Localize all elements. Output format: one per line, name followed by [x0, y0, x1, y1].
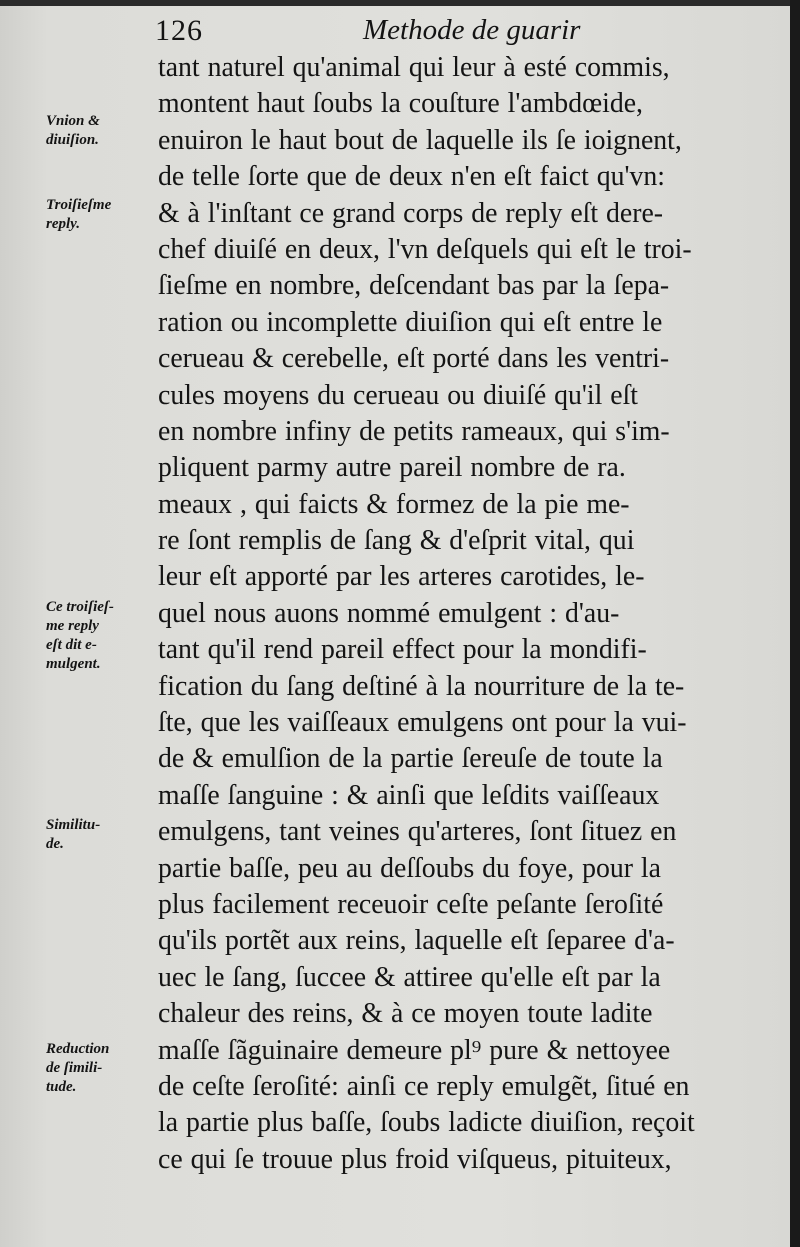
- margin-note-similitude: [46, 816, 156, 854]
- text-line: ce qui ſe trouue plus froid viſqueus, pituiteux,: [158, 1143, 672, 1175]
- text-line: uec le ſang, ſuccee & attiree qu'elle eſt par la: [158, 961, 661, 993]
- text-line: quel nous auons nommé emulgent : d'au-: [158, 597, 620, 629]
- text-line: ſieſme en nombre, deſcendant bas par la ſepa-: [158, 270, 670, 302]
- text-line: ration ou incomplette diuiſion qui eſt entre le: [158, 306, 663, 338]
- page-number: 126: [155, 14, 203, 47]
- margin-note-line: Vnion &: [46, 113, 100, 129]
- text-line: cerueau & cerebelle, eſt porté dans les ventri-: [158, 343, 670, 375]
- body-text: [158, 50, 758, 1178]
- text-line: partie baſſe, peu au deſſoubs du foye, pour la: [158, 852, 661, 884]
- text-line: maſſe ſanguine : & ainſi que leſdits vaiſſeaux: [158, 779, 660, 811]
- text-line: leur eſt apporté par les arteres carotides, le-: [158, 561, 645, 593]
- text-line: meaux , qui faicts & formez de la pie me-: [158, 488, 630, 520]
- margin-note-line: mulgent.: [46, 656, 101, 672]
- text-line: fication du ſang deſtiné à la nourriture de la te-: [158, 670, 685, 702]
- text-line: chef diuiſé en deux, l'vn deſquels qui eſt le troi-: [158, 233, 692, 265]
- margin-note-union: [46, 112, 156, 150]
- text-line: de & emulſion de la partie ſereuſe de toute la: [158, 743, 663, 775]
- text-line: ſte, que les vaiſſeaux emulgens ont pour la vui-: [158, 707, 687, 739]
- text-line: de ceſte ſeroſité: ainſi ce reply emulgẽt, ſitué en: [158, 1070, 690, 1102]
- page-right-edge: [790, 0, 800, 1247]
- text-line: & à l'inſtant ce grand corps de reply eſt dere-: [158, 197, 664, 229]
- margin-note-third-fold: [46, 196, 156, 234]
- margin-note-line: me reply: [46, 618, 99, 634]
- margin-note-line: diuiſion.: [46, 132, 99, 148]
- margin-note-line: reply.: [46, 216, 81, 232]
- text-line: en nombre infiny de petits rameaux, qui s'im-: [158, 415, 670, 447]
- text-line: plus facilement receuoir ceſte peſante ſeroſité: [158, 888, 664, 920]
- margin-note-reduction: [46, 1040, 156, 1097]
- text-line: pliquent parmy autre pareil nombre de ra.: [158, 452, 626, 484]
- margin-note-line: eſt dit e-: [46, 637, 97, 653]
- text-line: re ſont remplis de ſang & d'eſprit vital, qui: [158, 525, 635, 557]
- page-header: [155, 14, 595, 50]
- margin-note-line: de.: [46, 836, 64, 852]
- text-line: qu'ils portẽt aux reins, laquelle eſt ſeparee d'a-: [158, 925, 675, 957]
- text-line: tant qu'il rend pareil effect pour la mondifi-: [158, 634, 647, 666]
- margin-note-line: Reduction: [46, 1041, 110, 1057]
- margin-note-line: de ſimili-: [46, 1060, 103, 1076]
- text-line: maſſe ſãguinaire demeure pl⁹ pure & nettoyee: [158, 1034, 671, 1066]
- text-line: cules moyens du cerueau ou diuiſé qu'il eſt: [158, 379, 639, 411]
- text-line: emulgens, tant veines qu'arteres, ſont ſituez en: [158, 816, 677, 848]
- margin-note-line: Troiſieſme: [46, 197, 112, 213]
- margin-note-line: Similitu-: [46, 817, 101, 833]
- margin-note-line: Ce troiſieſ-: [46, 599, 114, 615]
- running-head: Methode de guarir: [363, 14, 581, 46]
- text-line: chaleur des reins, & à ce moyen toute ladite: [158, 998, 653, 1030]
- text-line: montent haut ſoubs la couſture l'ambdœide,: [158, 88, 644, 120]
- text-line: de telle ſorte que de deux n'en eſt faict qu'vn:: [158, 161, 666, 193]
- margin-note-emulgent: [46, 598, 156, 674]
- margin-note-line: tude.: [46, 1079, 77, 1095]
- text-line: la partie plus baſſe, ſoubs ladicte diuiſion, reçoit: [158, 1107, 695, 1139]
- text-line: tant naturel qu'animal qui leur à esté commis,: [158, 52, 670, 83]
- text-line: enuiron le haut bout de laquelle ils ſe ioignent,: [158, 124, 682, 156]
- margin-notes: [0, 0, 155, 1247]
